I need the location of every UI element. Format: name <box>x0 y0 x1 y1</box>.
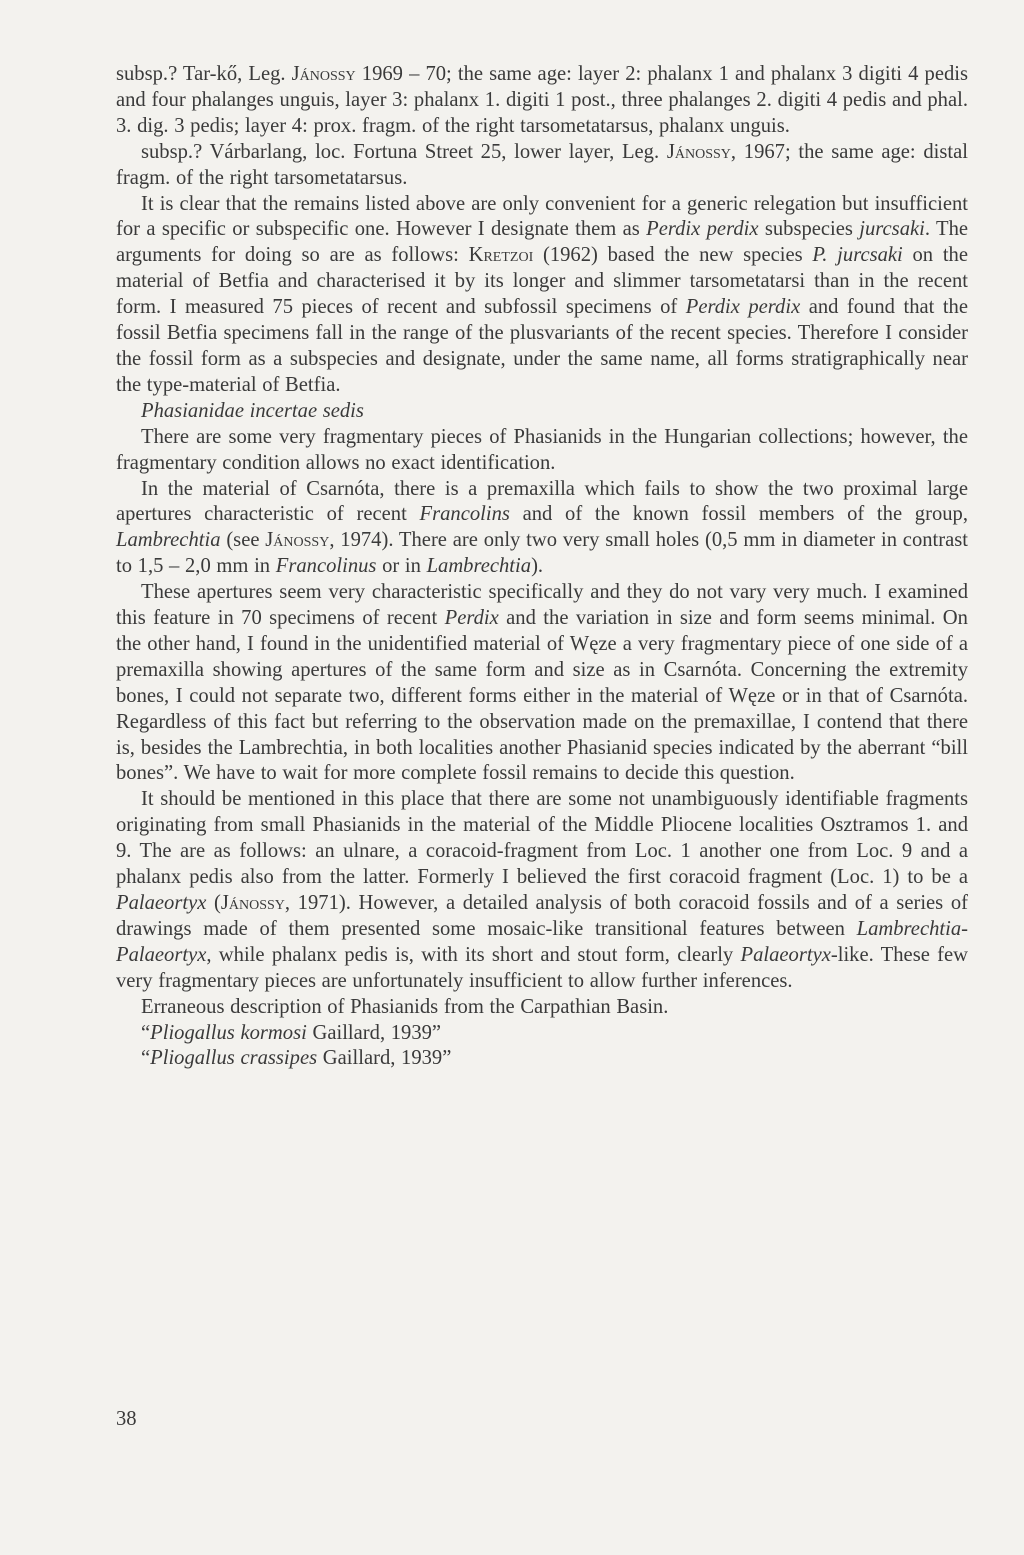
taxon-name: Perdix <box>444 607 499 630</box>
citation-kormosi <box>116 1021 968 1047</box>
paragraph-tar-ko <box>116 62 968 140</box>
taxon-name: Pliogallus crassipes <box>150 1047 318 1070</box>
taxon-name: Lambrechtia-Palaeortyx <box>116 917 968 966</box>
taxon-name: Francolins <box>419 503 510 526</box>
text-segment: . The arguments for doing so are as follows: <box>116 218 969 267</box>
author-name: Jánossy <box>666 140 731 163</box>
text-segment: , 1967; the same age: distal fragm. of the right tarsometatarsus. <box>116 140 968 189</box>
text-segment: subsp.? Tar-kő, Leg. <box>116 63 292 85</box>
text-segment: subsp.? Várbarlang, loc. Fortuna Street 25, lower layer, Leg. <box>141 140 667 163</box>
text-segment: , 1974). There are only two very small holes (0,5 mm in diameter in contrast to 1,5 – 2,0 mm in <box>116 529 968 578</box>
text-segment: , while phalanx pedis is, with its short and stout form, clearly <box>206 943 741 966</box>
taxon-name: Perdix perdix <box>646 218 759 241</box>
taxon-name: Francolinus <box>275 555 377 578</box>
taxon-name: Palaeortyx <box>740 943 831 966</box>
taxon-name: P. jurcsaki <box>812 244 903 267</box>
citation-crassipes <box>116 1046 968 1072</box>
text-segment: (1962) based the new species <box>533 244 813 267</box>
text-segment: These apertures seem very characteristic specifically and they do not vary very much. I examined this feature in 70 specimens of recent <box>116 581 968 630</box>
text-segment: or in <box>376 555 427 578</box>
author-name: Kretzoi <box>468 244 534 267</box>
text-segment: -like. These few very fragmentary pieces are unfortunately insufficient to allow further inferences. <box>116 943 969 992</box>
text-segment: and the variation in size and form seems minimal. On the other hand, I found in the unidentified material of Węze a very fragmentary piece of one side of a premaxilla showing apertures of the same form and size as in Csarnóta. Concerning the extremity bones, I could not separate two, different forms either in the material of Węze or in that of Csarnóta. Regardless of this fact but referring to the observation made on the premaxillae, I contend that there is, besides the Lambrechtia, in both localities another Phasianid species indicated by the aberrant “bill bones”. We have to wait for more complete fossil remains to decide this question. <box>116 607 968 785</box>
taxon-name: Lambrechtia <box>116 529 221 552</box>
text-segment: ). <box>531 555 544 578</box>
text-segment: (see <box>220 529 266 552</box>
paragraph-osztramos <box>116 787 968 994</box>
text-segment: and of the known fossil members of the group, <box>509 503 968 526</box>
text-segment: 1969 – 70; the same age: layer 2: phalanx 1 and phalanx 3 digiti 4 pedis and four phalanges unguis, layer 3: phalanx 1. digiti 1 post., three phalanges 2. digiti 4 pedis and phal. 3. dig. 3 pedis; layer 4: prox. fragm. of the right tarsometatarsus, phalanx unguis. <box>116 63 968 137</box>
text-segment: subspecies <box>758 218 860 241</box>
taxon-name: jurcsaki <box>859 218 925 241</box>
quote-open: “ <box>141 1021 151 1044</box>
taxon-name: Lambrechtia <box>426 555 532 578</box>
text-segment: In the material of Csarnóta, there is a premaxilla which fails to show the two proximal large apertures characteristic of recent <box>116 477 968 526</box>
author-name: Jánossy <box>291 63 356 85</box>
section-heading <box>116 399 968 425</box>
taxon-name: Perdix perdix <box>685 296 801 319</box>
paragraph-fragmentary: There are some very fragmentary pieces of Phasianids in the Hungarian collections; however, the fragmentary condition allows no exact identification. <box>116 425 968 474</box>
paragraph-erraneous: Erraneous description of Phasianids from the Carpathian Basin. <box>141 995 669 1018</box>
author-name: Jánossy <box>220 892 285 914</box>
text-segment: It should be mentioned in this place that there are some not unambiguously identifiable fragments originating from small Phasianids in the material of the Middle Pliocene localities Osztramos 1. and 9. The are as follows: an ulnare, a coracoid-fragment from Loc. 1 another one from Loc. 9 and a phalanx pedis also from the latter. Formerly I believed the first coracoid fragment (Loc. 1) to be a <box>116 788 968 889</box>
taxon-name: Pliogallus kormosi <box>150 1021 307 1044</box>
taxon-name: Palaeortyx <box>116 892 207 914</box>
text-segment: It is clear that the remains listed above are only convenient for a generic relegation but insufficient for a specific or subspecific one. However I designate them as <box>116 192 968 241</box>
heading-text: Phasianidae incertae sedis <box>141 399 364 422</box>
citation-author: Gaillard, 1939” <box>317 1047 452 1070</box>
page-number: 38 <box>116 1408 137 1430</box>
quote-open: “ <box>141 1047 151 1070</box>
text-segment: , 1971). However, a detailed analysis of both coracoid fossils and of a series of drawings made of them presented some mosaic-like transitional features between <box>116 892 968 940</box>
paragraph-apertures <box>116 580 968 787</box>
article-body <box>116 62 968 1072</box>
author-name: Jánossy <box>265 529 330 552</box>
citation-author: Gaillard, 1939” <box>306 1021 442 1044</box>
paragraph-designation <box>116 192 968 399</box>
text-segment: and found that the fossil Betfia specimens fall in the range of the plusvariants of the recent species. Therefore I consider the fossil form as a subspecies and designate, under the same name, all forms stratigraphically near the type-material of Betfia. <box>116 296 968 396</box>
paragraph-varbarlang <box>116 140 968 192</box>
text-segment: on the material of Betfia and characterised it by its longer and slimmer tarsometatarsi than in the recent form. I measured 75 pieces of recent and subfossil specimens of <box>116 244 968 319</box>
text-segment: ( <box>206 892 221 914</box>
paragraph-csarnota <box>116 477 968 581</box>
